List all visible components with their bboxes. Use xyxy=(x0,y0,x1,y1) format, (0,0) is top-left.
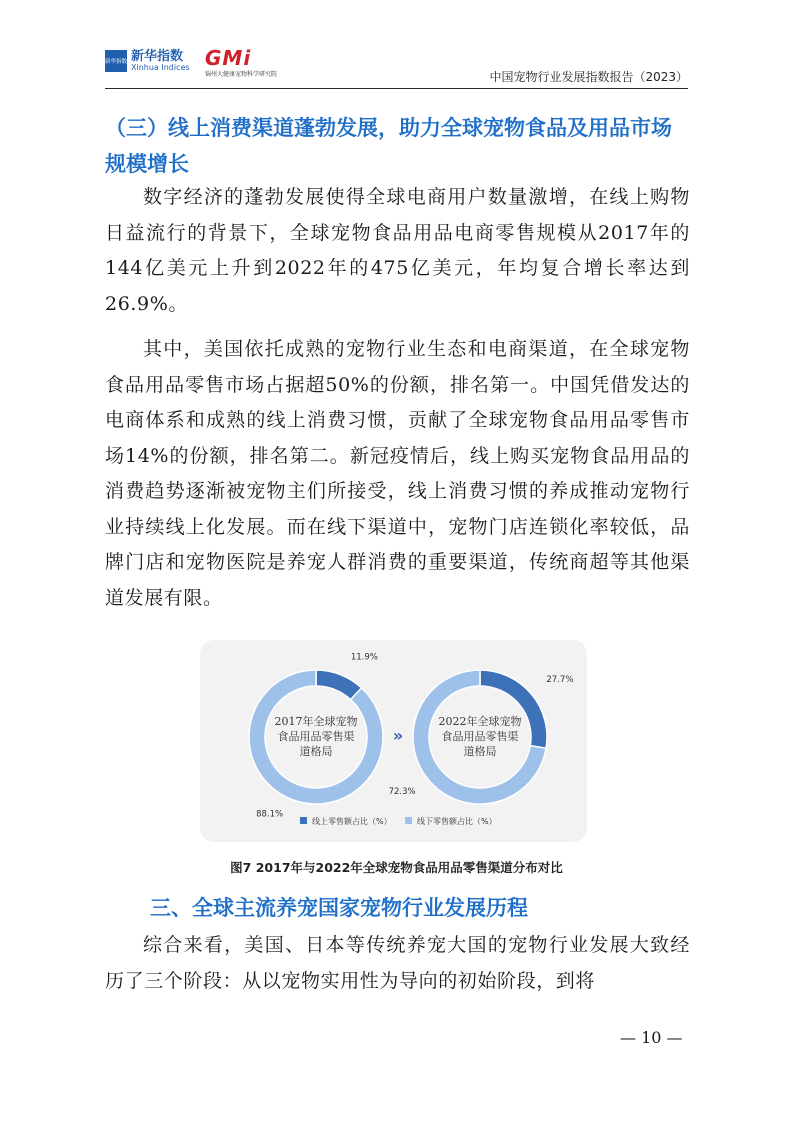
gmi-logo-mark: GMi xyxy=(205,46,252,70)
xinhua-logo-en: Xinhua Indices xyxy=(131,62,190,72)
paragraph-3: 综合来看，美国、日本等传统养宠大国的宠物行业发展大致经历了三个阶段：从以宠物实用性为导向的初始阶段，到将 xyxy=(105,934,690,992)
center-label-1-0: 2022年全球宠物 xyxy=(438,715,522,728)
slice-label-1-0: 27.7% xyxy=(546,675,574,686)
donut-chart-figure xyxy=(200,640,587,842)
slice-label-0-1: 88.1% xyxy=(256,809,284,820)
figure-caption: 图7 2017年与2022年全球宠物食品用品零售渠道分布对比 xyxy=(230,860,563,875)
legend-swatch-0 xyxy=(300,817,307,824)
section-heading: 三、全球主流养宠国家宠物行业发展历程 xyxy=(150,896,528,920)
legend-swatch-1 xyxy=(405,817,412,824)
center-label-0-2: 道格局 xyxy=(299,745,333,758)
legend-label-0: 线上零售额占比（%） xyxy=(312,817,392,826)
xinhua-logo xyxy=(105,50,190,72)
paragraph-2: 其中，美国依托成熟的宠物行业生态和电商渠道，在全球宠物食品用品零售市场占据超50%的份额，排名第一。中国凭借发达的电商体系和成熟的线上消费习惯，贡献了全球宠物食品用品零售市场14%的份额，排名第二。新冠疫情后，线上购买宠物食品用品的消费趋势逐渐被宠物主们所接受，线上消费习惯的养成推动宠物行业持续线上化发展。而在线下渠道中，宠物门店连锁化率较低，品牌门店和宠物医院是养宠人群消费的重要渠道，传统商超等其他渠道发展有限。 xyxy=(105,338,690,609)
center-label-0-1: 食品用品零售渠 xyxy=(277,730,355,743)
page-number: — 10 — xyxy=(620,1028,683,1047)
center-label-1-2: 道格局 xyxy=(463,745,497,758)
subsection-heading: （三）线上消费渠道蓬勃发展，助力全球宠物食品及用品市场规模增长 xyxy=(105,116,672,176)
page-header xyxy=(105,48,688,89)
xinhua-logo-cn: 新华指数 xyxy=(131,49,184,64)
center-label-0-0: 2017年全球宠物 xyxy=(274,715,358,728)
slice-label-0-0: 11.9% xyxy=(350,652,378,663)
xinhua-logo-mark: 新华指数 xyxy=(105,50,127,72)
legend-label-1: 线下零售额占比（%） xyxy=(417,817,497,826)
paragraph-1: 数字经济的蓬勃发展使得全球电商用户数量激增，在线上购物日益流行的背景下，全球宠物食品用品电商零售规模从2017年的144亿美元上升到2022年的475亿美元，年均复合增长率达到26.9%。 xyxy=(105,186,690,315)
transition-arrow-icon: » xyxy=(392,726,404,745)
report-title: 中国宠物行业发展指数报告（2023） xyxy=(489,70,688,84)
center-label-1-1: 食品用品零售渠 xyxy=(441,730,519,743)
gmi-logo-sub: 锦州大健康宠物科学研究院 xyxy=(205,71,278,78)
slice-label-1-1: 72.3% xyxy=(388,786,416,797)
gmi-logo xyxy=(205,48,277,78)
donut-chart-svg xyxy=(200,640,587,842)
